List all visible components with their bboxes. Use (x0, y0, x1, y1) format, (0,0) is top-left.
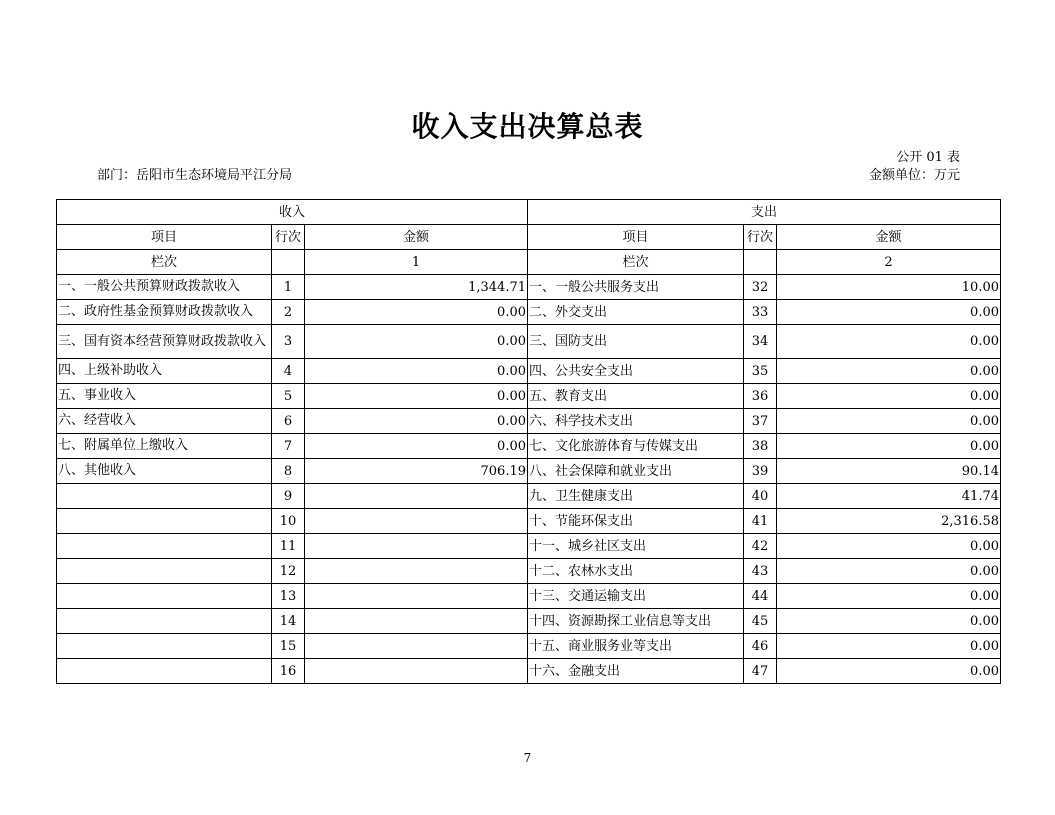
table-row (57, 584, 1001, 609)
expense-item: 十、节能环保支出 (528, 509, 744, 534)
expense-amount: 0.00 (777, 384, 1001, 409)
income-item (57, 584, 272, 609)
expense-item: 一、一般公共服务支出 (528, 275, 744, 300)
income-item: 七、附属单位上缴收入 (57, 434, 272, 459)
income-line: 10 (272, 509, 305, 534)
table-row (57, 359, 1001, 384)
income-line: 4 (272, 359, 305, 384)
expense-line: 33 (744, 300, 777, 325)
form-number: 公开 01 表 (896, 150, 960, 165)
income-amount (305, 659, 528, 684)
income-amount: 0.00 (305, 434, 528, 459)
income-amount-header: 金额 (305, 225, 528, 250)
income-column-number: 1 (305, 250, 528, 275)
income-item: 五、事业收入 (57, 384, 272, 409)
income-line: 6 (272, 409, 305, 434)
income-item: 一、一般公共预算财政拨款收入 (57, 275, 272, 300)
header-row-column-numbers (57, 250, 1001, 275)
expense-amount: 0.00 (777, 325, 1001, 359)
expense-amount-header: 金额 (777, 225, 1001, 250)
income-amount: 0.00 (305, 300, 528, 325)
income-item: 八、其他收入 (57, 459, 272, 484)
table-row (57, 325, 1001, 359)
income-item (57, 559, 272, 584)
income-amount: 0.00 (305, 409, 528, 434)
expense-line: 32 (744, 275, 777, 300)
expense-column-label: 栏次 (528, 250, 744, 275)
amount-unit-label: 金额单位：万元 (868, 168, 960, 183)
expense-amount: 0.00 (777, 634, 1001, 659)
table-row (57, 659, 1001, 684)
income-line: 15 (272, 634, 305, 659)
expense-amount: 0.00 (777, 584, 1001, 609)
expense-amount: 0.00 (777, 434, 1001, 459)
expense-amount: 0.00 (777, 359, 1001, 384)
table-row (57, 459, 1001, 484)
header-row-columns (57, 225, 1001, 250)
income-amount (305, 634, 528, 659)
expense-amount: 41.74 (777, 484, 1001, 509)
expense-amount: 0.00 (777, 300, 1001, 325)
expense-line-blank (744, 250, 777, 275)
expense-item: 十五、商业服务业等支出 (528, 634, 744, 659)
expense-line-header: 行次 (744, 225, 777, 250)
expense-section-header: 支出 (528, 200, 1001, 225)
income-line: 16 (272, 659, 305, 684)
expense-item: 七、文化旅游体育与传媒支出 (528, 434, 744, 459)
expense-line: 41 (744, 509, 777, 534)
income-line: 3 (272, 325, 305, 359)
income-line: 14 (272, 609, 305, 634)
expense-line: 40 (744, 484, 777, 509)
income-item (57, 509, 272, 534)
table-row (57, 275, 1001, 300)
income-item (57, 659, 272, 684)
income-amount: 0.00 (305, 359, 528, 384)
income-line: 13 (272, 584, 305, 609)
expense-line: 38 (744, 434, 777, 459)
table-row (57, 484, 1001, 509)
expense-line: 44 (744, 584, 777, 609)
expense-item: 十一、城乡社区支出 (528, 534, 744, 559)
income-item (57, 484, 272, 509)
income-line: 12 (272, 559, 305, 584)
income-line: 9 (272, 484, 305, 509)
expense-item: 八、社会保障和就业支出 (528, 459, 744, 484)
income-item: 三、国有资本经营预算财政拨款收入 (57, 325, 272, 359)
income-item: 四、上级补助收入 (57, 359, 272, 384)
table-row (57, 634, 1001, 659)
income-line: 1 (272, 275, 305, 300)
expense-item-header: 项目 (528, 225, 744, 250)
income-item-header: 项目 (57, 225, 272, 250)
income-line: 2 (272, 300, 305, 325)
income-expense-table (56, 199, 1001, 684)
expense-line: 37 (744, 409, 777, 434)
expense-item: 十六、金融支出 (528, 659, 744, 684)
expense-line: 34 (744, 325, 777, 359)
table-row (57, 509, 1001, 534)
expense-amount: 10.00 (777, 275, 1001, 300)
table-row (57, 609, 1001, 634)
header-row-sections (57, 200, 1001, 225)
expense-column-number: 2 (777, 250, 1001, 275)
expense-item: 六、科学技术支出 (528, 409, 744, 434)
income-line: 8 (272, 459, 305, 484)
income-column-label: 栏次 (57, 250, 272, 275)
income-line: 11 (272, 534, 305, 559)
income-amount: 706.19 (305, 459, 528, 484)
expense-amount: 0.00 (777, 534, 1001, 559)
income-line: 7 (272, 434, 305, 459)
expense-line: 42 (744, 534, 777, 559)
table-row (57, 534, 1001, 559)
income-item (57, 534, 272, 559)
income-item (57, 609, 272, 634)
income-item: 六、经营收入 (57, 409, 272, 434)
expense-amount: 90.14 (777, 459, 1001, 484)
expense-item: 十四、资源勘探工业信息等支出 (528, 609, 744, 634)
expense-line: 43 (744, 559, 777, 584)
expense-item: 四、公共安全支出 (528, 359, 744, 384)
expense-line: 46 (744, 634, 777, 659)
income-amount (305, 559, 528, 584)
income-amount: 0.00 (305, 325, 528, 359)
page-number: 7 (523, 751, 532, 765)
expense-item: 九、卫生健康支出 (528, 484, 744, 509)
income-amount: 1,344.71 (305, 275, 528, 300)
expense-item: 三、国防支出 (528, 325, 744, 359)
expense-item: 五、教育支出 (528, 384, 744, 409)
expense-line: 36 (744, 384, 777, 409)
income-item (57, 634, 272, 659)
income-line: 5 (272, 384, 305, 409)
table-row (57, 300, 1001, 325)
expense-item: 二、外交支出 (528, 300, 744, 325)
table-row (57, 409, 1001, 434)
income-amount (305, 509, 528, 534)
expense-amount: 0.00 (777, 609, 1001, 634)
expense-amount: 0.00 (777, 409, 1001, 434)
department-label: 部门：岳阳市生态环境局平江分局 (97, 168, 293, 183)
income-item: 二、政府性基金预算财政拨款收入 (57, 300, 272, 325)
expense-amount: 0.00 (777, 659, 1001, 684)
expense-line: 39 (744, 459, 777, 484)
expense-item: 十二、农林水支出 (528, 559, 744, 584)
income-amount (305, 484, 528, 509)
income-line-header: 行次 (272, 225, 305, 250)
expense-amount: 0.00 (777, 559, 1001, 584)
expense-line: 35 (744, 359, 777, 384)
expense-amount: 2,316.58 (777, 509, 1001, 534)
income-line-blank (272, 250, 305, 275)
income-amount: 0.00 (305, 384, 528, 409)
expense-item: 十三、交通运输支出 (528, 584, 744, 609)
table-row (57, 434, 1001, 459)
income-amount (305, 534, 528, 559)
expense-line: 47 (744, 659, 777, 684)
expense-line: 45 (744, 609, 777, 634)
income-amount (305, 609, 528, 634)
income-section-header: 收入 (57, 200, 528, 225)
table-row (57, 559, 1001, 584)
table-row (57, 384, 1001, 409)
income-amount (305, 584, 528, 609)
page-title: 收入支出决算总表 (411, 110, 644, 143)
